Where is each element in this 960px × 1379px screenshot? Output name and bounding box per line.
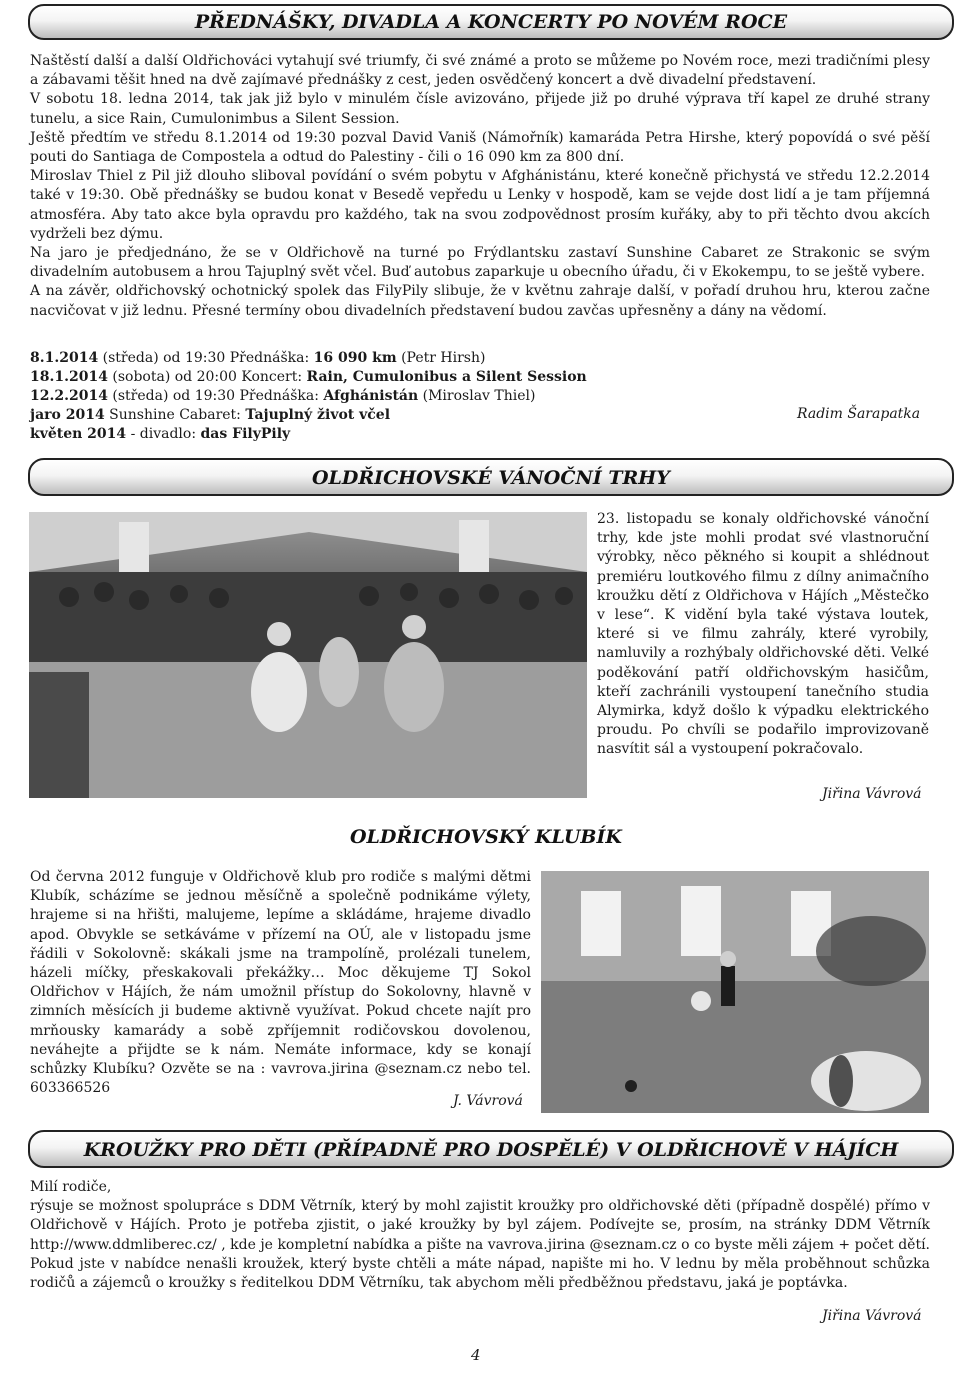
- schedule-row: [30, 425, 587, 444]
- schedule-note: (Miroslav Thiel): [418, 388, 536, 404]
- schedule-topic: Tajuplný život včel: [245, 407, 391, 423]
- section-title-christmas-market: OLDŘICHOVSKÉ VÁNOČNÍ TRHY: [312, 467, 670, 489]
- section-title-courses: KROUŽKY PRO DĚTI (PŘÍPADNĚ PRO DOSPĚLÉ) V OLDŘICHOVĚ V HÁJÍCH: [83, 1139, 899, 1161]
- lectures-paragraph: Miroslav Thiel z Pil již dlouho sliboval povídání o svém pobytu v Afghánistánu, které konečně přichystá ve středu 12.2.2014 také v 19:30. Obě přednášky se budou konat v Besedě vepředu u Lenky v hospodě, kam se vejde dost lidí a je tam příjemná atmosféra. Aby tato akce byla opravdu pro každého, tak na svou zodpovědnost prosím kuřáky, aby to při těchto dvou akcích vydrželi bez dýmu.: [30, 168, 930, 242]
- lectures-paragraph: V sobotu 18. ledna 2014, tak jak již bylo v minulém čísle avizováno, přijede již po druhé výprava tří kapel ze druhé strany tunelu, a sice Rain, Cumulonimbus a Silent Session.: [30, 91, 930, 127]
- schedule-info: Sunshine Cabaret:: [104, 407, 246, 423]
- lectures-article: [30, 52, 930, 321]
- schedule-row: [30, 387, 587, 406]
- lectures-paragraph: A na závěr, oldřichovský ochotnický spolek das FilyPily slibuje, že v květnu zahraje další, v pořadí druhou hru, kterou začne nacvičovat v již lednu. Přesné termíny obou divadelních představení budou zavčas upřesněny a dány na vědomí.: [30, 283, 930, 319]
- schedule-date: 18.1.2014: [30, 369, 108, 385]
- schedule-row: [30, 368, 587, 387]
- section-title-lectures: PŘEDNÁŠKY, DIVADLA A KONCERTY PO NOVÉM ROCE: [194, 11, 788, 33]
- event-schedule: [30, 349, 587, 444]
- schedule-topic: Afghánistán: [323, 388, 419, 404]
- schedule-date: květen 2014: [30, 426, 127, 442]
- lectures-paragraph: Na jaro je předjednáno, že se v Oldřichově na turné po Frýdlantsku zastaví Sunshine Cabaret ze Strakonic se svým divadelním autobusem a hrou Tajuplný svět včel. Buď autobus zaparkuje u obecního úřadu, či v Ekokempu, to se ještě vybere.: [30, 245, 930, 281]
- signature-vavrova: Jiřina Vávrová: [822, 786, 922, 802]
- section-banner-lectures: [28, 4, 954, 40]
- schedule-info: (středa) od 19:30 Přednáška:: [107, 388, 324, 404]
- schedule-topic: Rain, Cumulonibus a Silent Session: [306, 369, 587, 385]
- schedule-date: 8.1.2014: [30, 350, 99, 366]
- section-banner-christmas-market: [28, 458, 954, 496]
- schedule-row: [30, 349, 587, 368]
- schedule-topic: 16 090 km: [313, 350, 397, 366]
- section-title-klubik: OLDŘICHOVSKÝ KLUBÍK: [350, 826, 622, 848]
- schedule-info: - divadlo:: [126, 426, 201, 442]
- christmas-market-text: 23. listopadu se konaly oldřichovské vánoční trhy, kde jste mohli prodat své vlastnoruční výrobky, něco pěkného si koupit a shlédnout premiéru loutkového filmu z dílny animačního kroužku dětí z Oldřichova v Hájích „Městečko v lese“. K vidění byla také výstava loutek, které si ve filmu zahrály, které vyrobily, namluvily a rozhýbaly oldřichovské děti. Velké poděkování patří oldřichovským hasičům, kteří zachránili vystoupení tanečního studia Alymirka, když došlo k výpadku elektrického proudu. Po chvíli se podařilo improvizovaně nasvítit sál a vystoupení pokračovalo.: [597, 511, 929, 758]
- klubik-gym-photo: [541, 871, 929, 1113]
- schedule-row: [30, 406, 587, 425]
- belly-dance-photo: [29, 512, 587, 798]
- page-number: 4: [471, 1346, 481, 1364]
- courses-article: [30, 1178, 930, 1293]
- lectures-paragraph: Ještě předtím ve středu 8.1.2014 od 19:30 pozval David Vaniš (Námořník) kamaráda Petra Hirshe, který popovídá o své pěší pouti do Santiaga de Compostela a odtud do Palestiny - čili o 16 090 km za 800 dní.: [30, 129, 930, 166]
- schedule-note: (Petr Hirsh): [396, 350, 486, 366]
- klubik-text: Od června 2012 funguje v Oldřichově klub pro rodiče s malými dětmi Klubík, scházíme se jednou měsíčně a společně podnikáme výlety, hrajeme si na hřišti, malujeme, lepíme a skládáme, hrajeme divadlo apod. Obvykle se setkáváme v přízemí na OÚ, ale v listopadu jsme řádili v Sokolovně: skákali jsme na trampolíně, prolézali tunelem, házeli míčky, přeskakovali překážky… Moc děkujeme TJ Sokol Oldřichov v Hájích, že nám umožnil přístup do Sokolovny, hlavně v zimních měsících ji budeme aktivně využívat. Pokud chcete najít pro mrňousky kamarády a sobě zpříjemnit rodičovskou dovolenou, neváhejte a přijdte se k nám. Nemáte informace, kdy se konají schůzky Klubíku? Ozvěte se na : vavrova.jirina @seznam.cz nebo tel. 603366526: [30, 869, 531, 1097]
- schedule-topic: das FilyPily: [200, 426, 291, 442]
- courses-text: rýsuje se možnost spolupráce s DDM Větrník, který by mohl zajistit kroužky pro oldřichovské děti (případně dospělé) přímo v Oldřichově v Hájích. Proto je potřeba zjistit, o jaké kroužky by byl zájem. Podívejte se, prosím, na stránky DDM Větrník http://www.ddmliberec.cz/ , kde je kompletní nabídka a pište na vavrova.jirina @seznam.cz o co byste měli zájem + počet dětí. Pokud jste v nabídce nenašli kroužek, který byste chtěli a máte nápad, napište mi ho. V lednu by měla proběhnout schůzka rodičů a zájemců o kroužky s ředitelkou DDM Větrníku, tak abychom měli předběžnou představu, jaká je poptávka.: [30, 1198, 930, 1292]
- courses-greeting: Milí rodiče,: [30, 1179, 112, 1195]
- signature-sarapatka: Radim Šarapatka: [797, 406, 921, 422]
- lectures-paragraph: Naštěstí další a další Oldřichováci vytahují své triumfy, či své známé a proto se můžeme po Novém roce, mezi tradičními plesy a zábavami těšit hned na dvě zajímavé přednášky z cest, jeden osvědčený koncert a dvě divadelní představení.: [30, 53, 930, 89]
- signature-jirina-vavrova: Jiřina Vávrová: [822, 1308, 922, 1324]
- schedule-info: (sobota) od 20:00 Koncert:: [107, 369, 307, 385]
- section-banner-courses: [28, 1130, 954, 1168]
- schedule-date: jaro 2014: [30, 407, 105, 423]
- schedule-info: (středa) od 19:30 Přednáška:: [98, 350, 314, 366]
- signature-j-vavrova: J. Vávrová: [453, 1093, 523, 1109]
- klubik-article: [30, 868, 531, 1098]
- schedule-date: 12.2.2014: [30, 388, 108, 404]
- christmas-market-article: [597, 510, 929, 760]
